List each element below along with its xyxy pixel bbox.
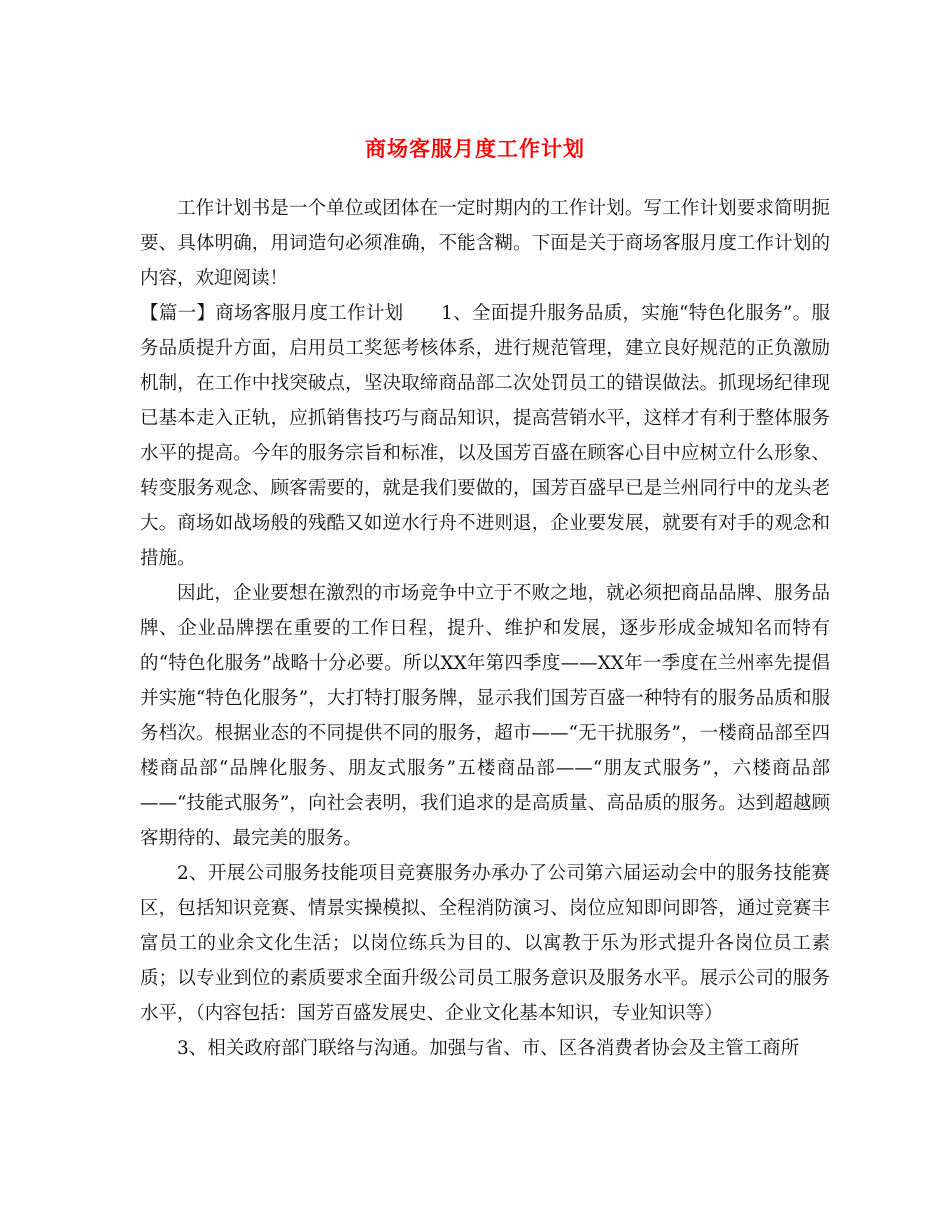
skills-competition-paragraph: 2、开展公司服务技能项目竞赛服务办承办了公司第六届运动会中的服务技能赛区，包括知识竞赛、情景实操模拟、全程消防演习、岗位应知即问即答，通过竞赛丰富员工的业余文化生活；以岗位练兵为目的、以寓教于乐为形式提升各岗位员工素质；以专业到位的素质要求全面升级公司员工服务意识及服务水平。展示公司的服务水平，（内容包括：国芳百盛发展史、企业文化基本知识，专业知识等）: [140, 863, 830, 1024]
special-service-paragraph: 因此，企业要想在激烈的市场竞争中立于不败之地，就必须把商品品牌、服务品牌、企业品牌摆在重要的工作日程，提升、维护和发展，逐步形成金城知名而特有的“特色化服务”战略十分必要。所以XX年第四季度——XX年一季度在兰州率先提倡并实施“特色化服务”，大打特打服务牌，显示我们国芳百盛一种特有的服务品质和服务档次。根据业态的不同提供不同的服务，超市——“无干扰服务”，一楼商品部至四楼商品部“品牌化服务、朋友式服务”五楼商品部——“朋友式服务”，六楼商品部——“技能式服务”，向社会表明，我们追求的是高质量、高品质的服务。达到超越顾客期待的、最完美的服务。: [140, 583, 830, 849]
section-one-paragraph: 【篇一】商场客服月度工作计划 1、全面提升服务品质，实施“特色化服务”。服务品质提升方面，启用员工奖惩考核体系，进行规范管理，建立良好规范的正负激励机制，在工作中找突破点，坚决取缔商品部二次处罚员工的错误做法。抓现场纪律现已基本走入正轨，应抓销售技巧与商品知识，提高营销水平，这样才有利于整体服务水平的提高。今年的服务宗旨和标准，以及国芳百盛在顾客心目中应树立什么形象、转变服务观念、顾客需要的，就是我们要做的，国芳百盛早已是兰州同行中的龙头老大。商场如战场般的残酷又如逆水行舟不进则退，企业要发展，就要有对手的观念和措施。: [140, 303, 830, 569]
document-title: 商场客服月度工作计划: [365, 136, 585, 162]
intro-paragraph: 工作计划书是一个单位或团体在一定时期内的工作计划。写工作计划要求简明扼要、具体明确，用词造句必须准确，不能含糊。下面是关于商场客服月度工作计划的内容，欢迎阅读！: [140, 198, 830, 289]
document-body: [140, 191, 830, 1066]
government-liaison-paragraph: 3、相关政府部门联络与沟通。加强与省、市、区各消费者协会及主管工商所: [177, 1038, 800, 1059]
